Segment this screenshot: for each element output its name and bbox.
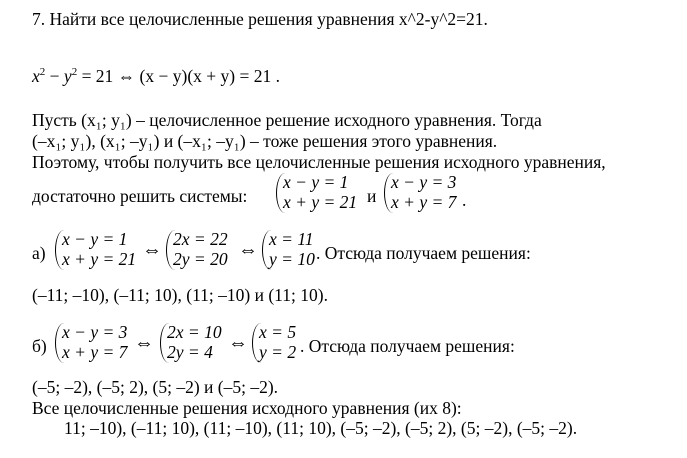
system-a-3-row-2: y = 10 <box>269 249 315 269</box>
system-2-row-1: x − y = 3 <box>391 172 457 192</box>
system-b-3 <box>252 323 303 363</box>
equiv-arrow-b2: ⇔ <box>228 332 248 354</box>
system-b-3-row-1: x = 5 <box>259 322 297 342</box>
eq-y: y <box>63 65 72 86</box>
system-a-3-row-1: x = 11 <box>269 229 314 249</box>
system-b-1-row-2: x + y = 7 <box>62 342 128 362</box>
system-a-2-row-1: 2x = 22 <box>173 229 228 249</box>
paragraph-2-line-1: Поэтому, чтобы получить все целочисленные решения исходного уравнения, <box>32 152 606 172</box>
system-a-1 <box>55 230 136 270</box>
problem-header: 7. Найти все целочисленные решения уравнения x^2-y^2=21. <box>32 9 488 29</box>
conjunction-and: и <box>367 186 377 206</box>
system-a-3 <box>262 230 319 270</box>
system-1 <box>276 173 367 213</box>
paragraph-1-line-2: (–x₁; y₁), (x₁; –y₁) и (–x₁; –y₁) – тоже решения этого уравнения. <box>32 131 498 151</box>
result-intro-a: . Отсюда получаем решения: <box>316 243 531 263</box>
paragraph-2-line-2: достаточно решить системы: <box>32 186 248 206</box>
system-a-1-row-2: x + y = 21 <box>62 249 137 269</box>
system-b-1-row-1: x − y = 3 <box>62 322 128 342</box>
system-b-2-row-2: 2y = 4 <box>167 342 213 362</box>
part-a-label: а) <box>32 243 46 263</box>
final-line-1: Все целочисленные решения исходного уравнения (их 8): <box>32 398 462 418</box>
system-a-2-row-2: 2y = 20 <box>173 249 228 269</box>
equiv-arrow-a2: ⇔ <box>238 239 258 261</box>
paragraph-1-line-1: Пусть (x₁; y₁) – целочисленное решение исходного уравнения. Тогда <box>32 110 542 130</box>
factorization-equation: $x^2 - y^2 = 21$ ⇔ (x − y)(x + y) = 21 . <box>32 65 280 86</box>
result-intro-b: . Отсюда получаем решения: <box>300 336 515 356</box>
part-b-label: б) <box>32 336 47 356</box>
system-1-row-2: x + y = 21 <box>283 192 358 212</box>
solutions-b: (–5; –2), (–5; 2), (5; –2) и (–5; –2). <box>32 377 279 397</box>
system-b-3-row-2: y = 2 <box>259 342 297 362</box>
system-2 <box>384 173 465 213</box>
system-a-1-row-1: x − y = 1 <box>62 229 128 249</box>
equiv-arrow-a1: ⇔ <box>142 239 162 261</box>
final-line-2: 11; –10), (–11; 10), (11; –10), (11; 10), (–5; –2), (–5; 2), (5; –2), (–5; –2). <box>64 418 578 438</box>
sentence-period: . <box>462 190 467 210</box>
system-a-2 <box>166 230 237 270</box>
system-2-row-2: x + y = 7 <box>391 192 457 212</box>
system-b-1 <box>55 323 132 363</box>
eq-x: x <box>32 65 40 86</box>
solutions-a: (–11; –10), (–11; 10), (11; –10) и (11; 10). <box>32 285 328 305</box>
eq-rest: = 21 ⇔ (x − y)(x + y) = 21 . <box>81 65 280 86</box>
system-1-row-1: x − y = 1 <box>283 172 349 192</box>
system-b-2-row-1: 2x = 10 <box>167 322 222 342</box>
system-b-2 <box>160 323 227 363</box>
equiv-arrow-b1: ⇔ <box>134 332 154 354</box>
